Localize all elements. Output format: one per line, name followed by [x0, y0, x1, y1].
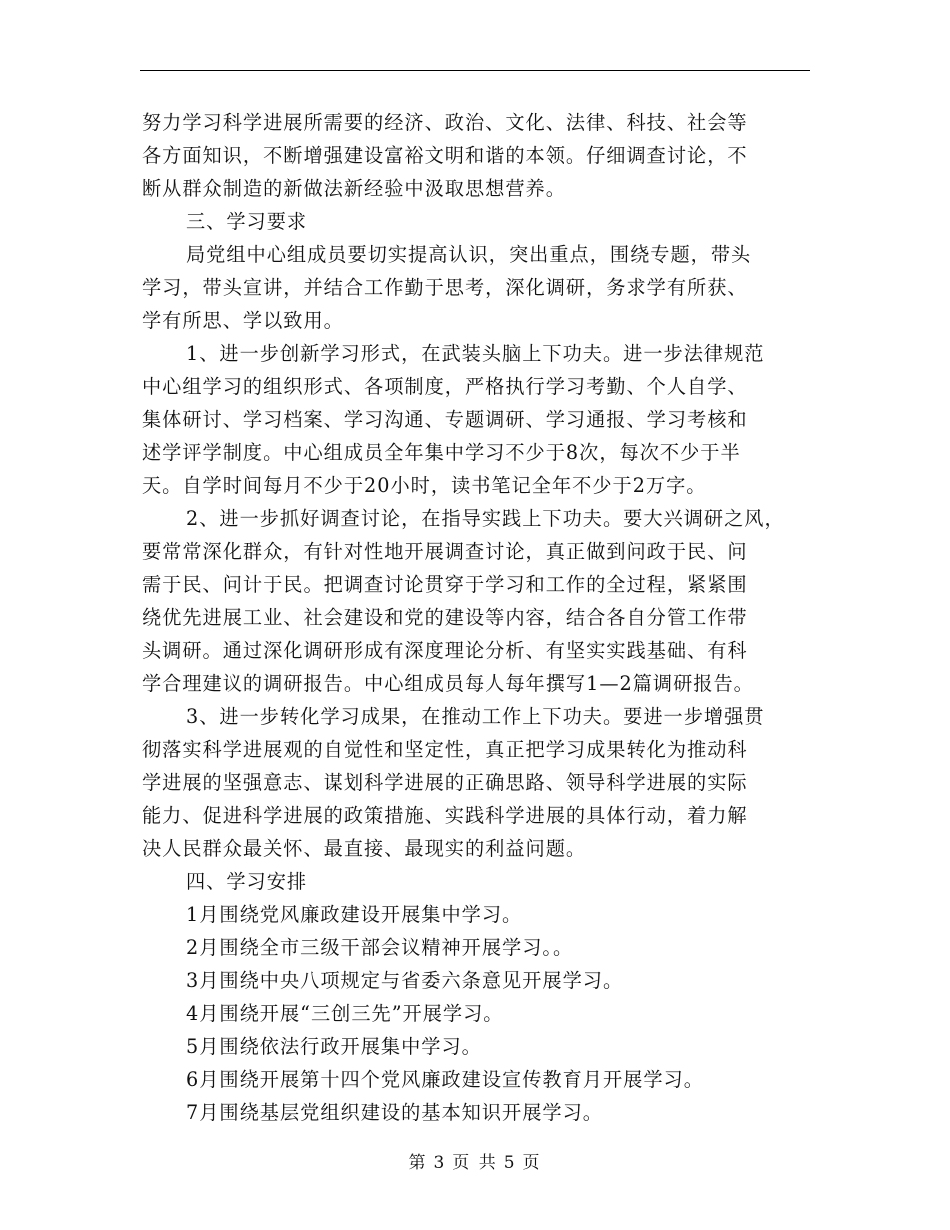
paragraph [142, 337, 818, 502]
paragraph [142, 865, 818, 898]
text-line: 3、进一步转化学习成果，在推动工作上下功夫。要进一步增强贯 [186, 705, 765, 728]
paragraph [142, 106, 818, 205]
text-line: 述学评学制度。中心组成员全年集中学习不少于8次，每次不少于半 [142, 441, 741, 464]
paragraph [142, 1063, 818, 1096]
footer-middle: 页 共 [452, 1153, 498, 1173]
text-line: 局党组中心组成员要切实提高认识，突出重点，围绕专题，带头 [186, 243, 752, 266]
text-line: 7月围绕基层党组织建设的基本知识开展学习。 [186, 1101, 603, 1124]
text-line: 决人民群众最关怀、最直接、最现实的利益问题。 [142, 837, 587, 860]
text-line: 学习，带头宣讲，并结合工作勤于思考，深化调研，务求学有所获、 [142, 276, 748, 299]
text-line: 6月围绕开展第十四个党风廉政建设宣传教育月开展学习。 [186, 1068, 704, 1091]
text-line: 天。自学时间每月不少于20小时，读书笔记全年不少于2万字。 [142, 474, 707, 497]
paragraph [142, 931, 818, 964]
text-line: 需于民、问计于民。把调查讨论贯穿于学习和工作的全过程，紧紧围 [142, 573, 748, 596]
footer-current-page: 3 [433, 1153, 447, 1173]
footer-prefix: 第 [408, 1153, 428, 1173]
text-line: 断从群众制造的新做法新经验中汲取思想营养。 [142, 177, 566, 200]
footer-suffix: 页 [522, 1153, 542, 1173]
paragraph [142, 502, 818, 700]
text-line: 1月围绕党风廉政建设开展集中学习。 [186, 903, 523, 926]
text-line: 能力、促进科学进展的政策措施、实践科学进展的具体行动，着力解 [142, 804, 748, 827]
text-line: 头调研。通过深化调研形成有深度理论分析、有坚实实践基础、有科 [142, 639, 748, 662]
text-line: 学进展的坚强意志、谋划科学进展的正确思路、领导科学进展的实际 [142, 771, 748, 794]
paragraph [142, 238, 818, 337]
footer-total-pages: 5 [503, 1153, 517, 1173]
text-line: 4月围绕开展“三创三先”开展学习。 [186, 1002, 504, 1025]
text-line: 中心组学习的组织形式、各项制度，严格执行学习考勤、个人自学、 [142, 375, 748, 398]
page-footer [0, 1148, 950, 1173]
text-line: 要常常深化群众，有针对性地开展调查讨论，真正做到问政于民、问 [142, 540, 748, 563]
text-line: 学有所思、学以致用。 [142, 309, 344, 332]
document-body [142, 106, 818, 1129]
text-line: 各方面知识，不断增强建设富裕文明和谐的本领。仔细调查讨论，不 [142, 144, 748, 167]
text-line: 5月围绕依法行政开展集中学习。 [186, 1035, 482, 1058]
paragraph [142, 700, 818, 865]
text-line: 3月围绕中央八项规定与省委六条意见开展学习。 [186, 969, 624, 992]
text-line: 三、学习要求 [186, 210, 308, 233]
paragraph [142, 1030, 818, 1063]
text-line: 彻落实科学进展观的自觉性和坚定性，真正把学习成果转化为推动科 [142, 738, 748, 761]
header-rule [140, 70, 810, 71]
paragraph [142, 898, 818, 931]
text-line: 2、进一步抓好调查讨论，在指导实践上下功夫。要大兴调研之风， [186, 507, 785, 530]
paragraph [142, 964, 818, 997]
text-line: 集体研讨、学习档案、学习沟通、专题调研、学习通报、学习考核和 [142, 408, 748, 431]
paragraph [142, 1096, 818, 1129]
text-line: 努力学习科学进展所需要的经济、政治、文化、法律、科技、社会等 [142, 111, 748, 134]
text-line: 四、学习安排 [186, 870, 308, 893]
text-line: 绕优先进展工业、社会建设和党的建设等内容，结合各自分管工作带 [142, 606, 748, 629]
text-line: 1、进一步创新学习形式，在武装头脑上下功夫。进一步法律规范 [186, 342, 765, 365]
paragraph [142, 205, 818, 238]
text-line: 学合理建议的调研报告。中心组成员每人每年撰写1—2篇调研报告。 [142, 672, 754, 695]
paragraph [142, 997, 818, 1030]
text-line: 2月围绕全市三级干部会议精神开展学习。。 [186, 936, 574, 959]
